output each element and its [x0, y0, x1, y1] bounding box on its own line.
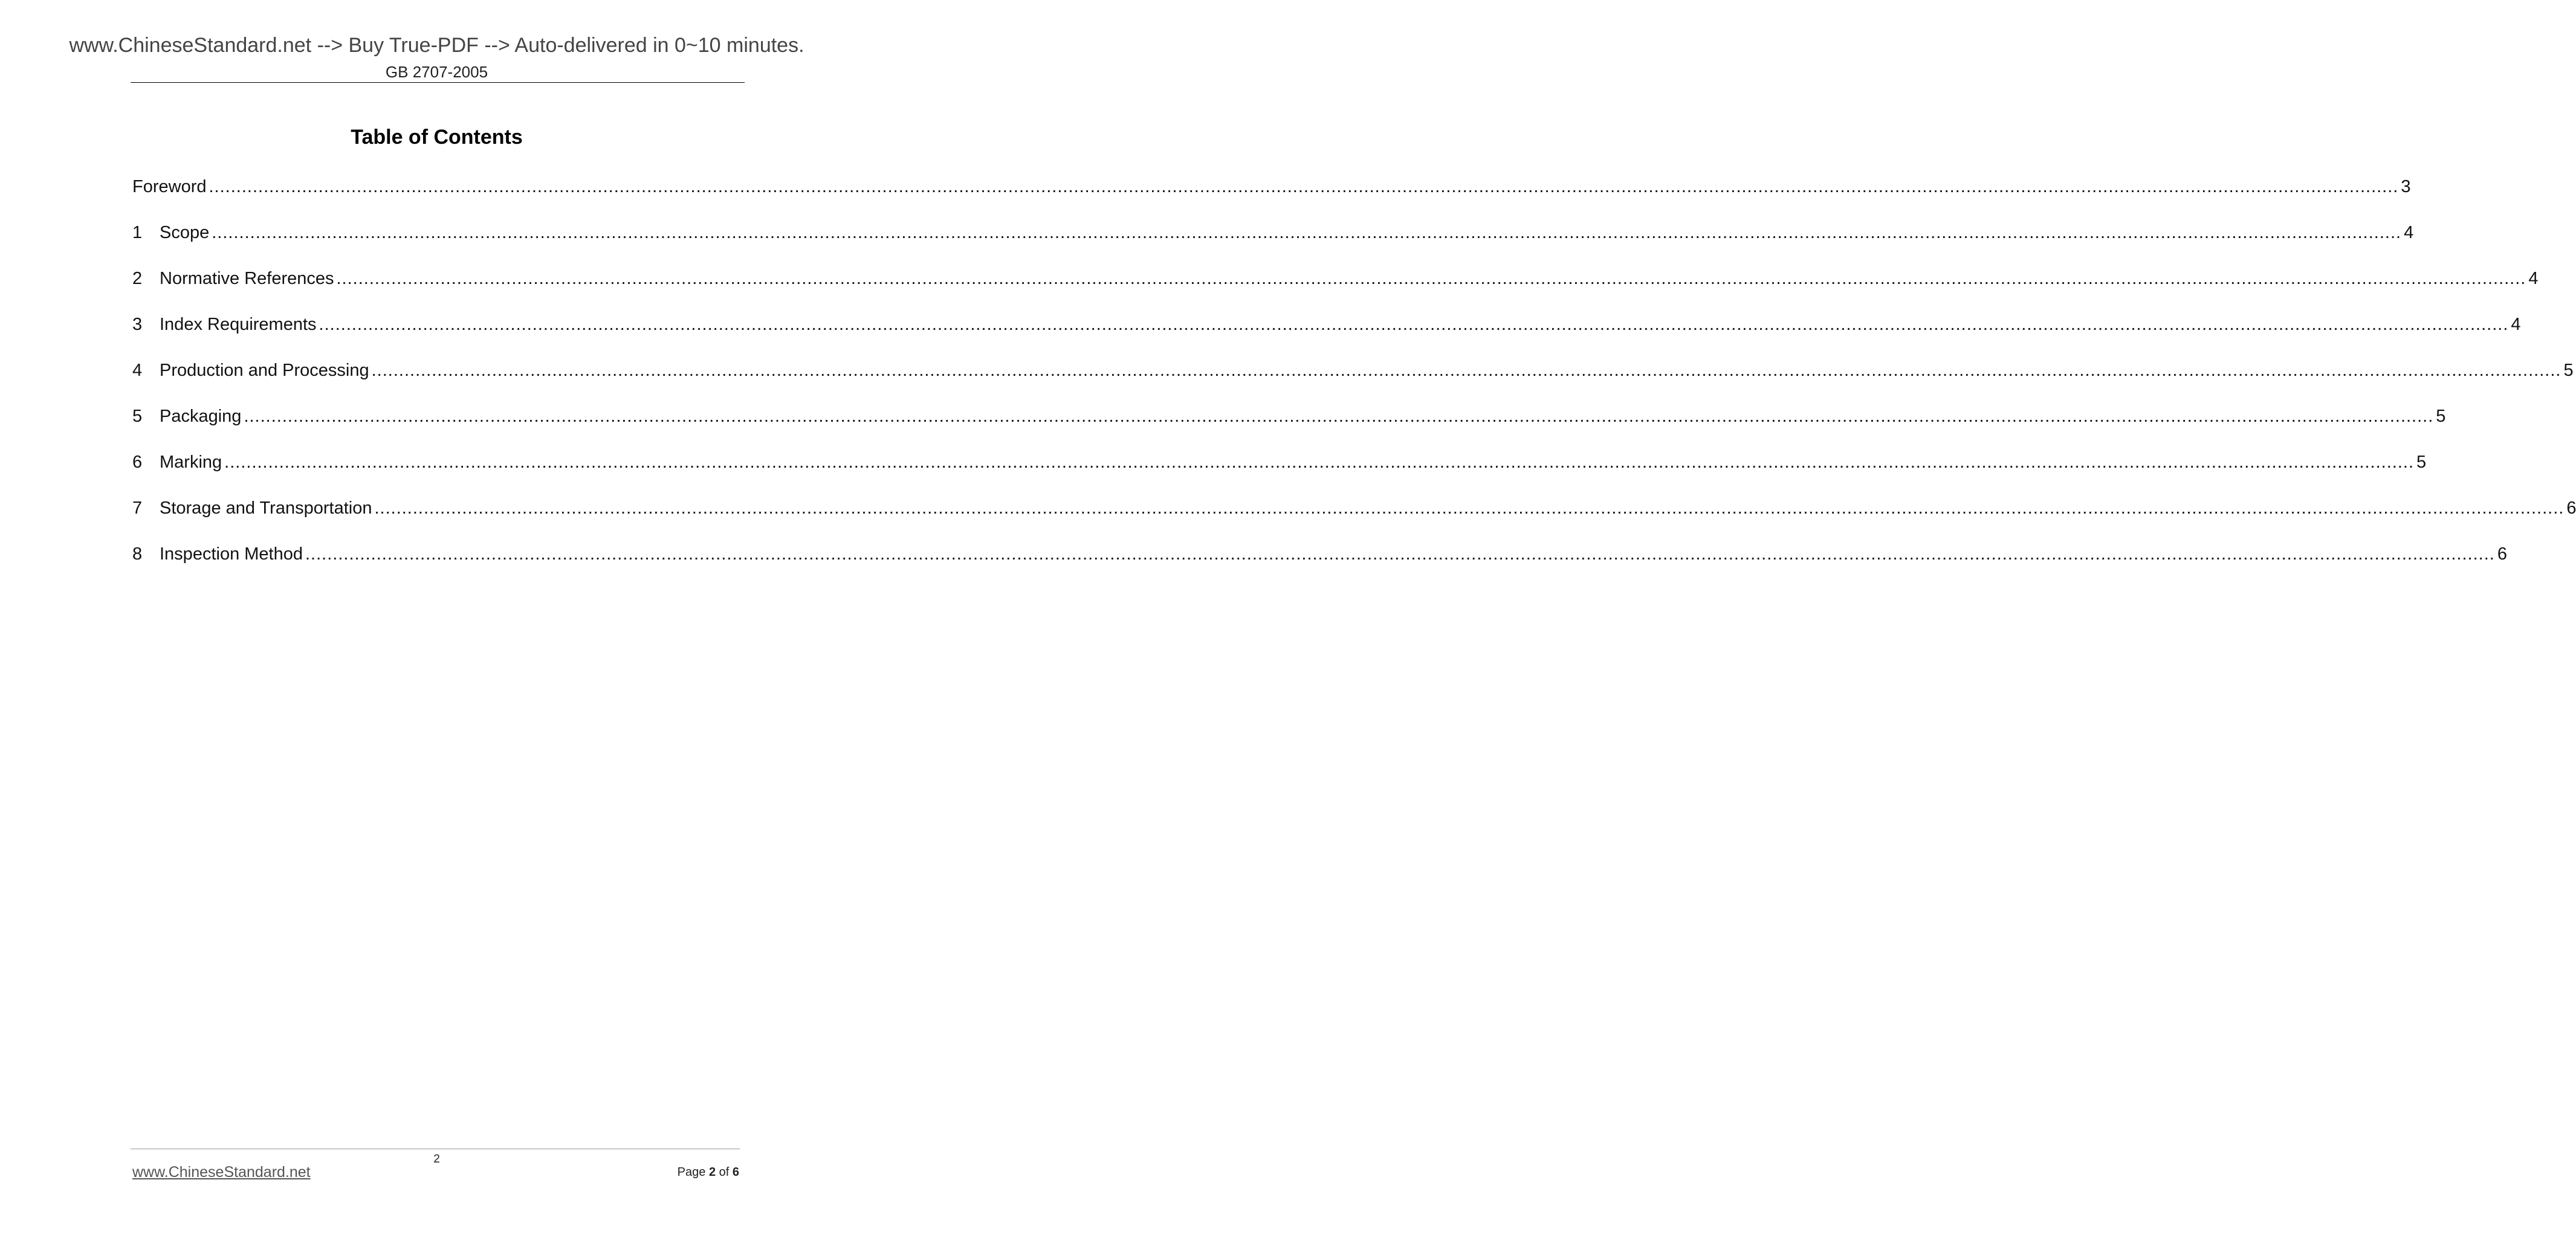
toc-leader-dots: ................................................................................................................................................................................................................................................................................................................................................................................................................ [336, 269, 2526, 288]
toc-leader-dots: ................................................................................................................................................................................................................................................................................................................................................................................................................ [374, 498, 2565, 518]
toc-entry-label: Index Requirements [160, 315, 317, 334]
toc-entry-label: Foreword [132, 177, 207, 196]
toc-leader-dots: ................................................................................................................................................................................................................................................................................................................................................................................................................ [209, 177, 2399, 196]
footer-site-link[interactable]: www.ChineseStandard.net [132, 1164, 311, 1181]
toc-entry-label: Normative References [160, 269, 334, 288]
toc-leader-dots: ................................................................................................................................................................................................................................................................................................................................................................................................................ [305, 544, 2495, 564]
toc-leader-dots: ................................................................................................................................................................................................................................................................................................................................................................................................................ [319, 315, 2509, 334]
toc-entry-number: 7 [132, 498, 143, 518]
footer-page-info [678, 1166, 739, 1179]
toc-entry-index-requirements[interactable] [132, 315, 2521, 361]
toc-entry-storage-and-transportation[interactable] [132, 498, 2576, 544]
toc-list [132, 177, 2576, 590]
toc-entry-packaging[interactable] [132, 407, 2446, 453]
footer-total-pages: 6 [732, 1166, 739, 1179]
footer-of-word: of [719, 1166, 730, 1179]
toc-entry-label: Storage and Transportation [160, 498, 372, 518]
toc-entry-production-and-processing[interactable] [132, 361, 2574, 407]
toc-entry-page: 5 [2563, 361, 2574, 380]
toc-entry-foreword[interactable] [132, 177, 2411, 223]
toc-entry-number: 6 [132, 453, 143, 472]
toc-entry-label: Inspection Method [160, 544, 303, 564]
toc-entry-page: 3 [2401, 177, 2411, 196]
toc-entry-scope[interactable] [132, 223, 2414, 269]
toc-entry-marking[interactable] [132, 453, 2427, 498]
toc-entry-number: 1 [132, 223, 143, 242]
toc-entry-page: 5 [2436, 407, 2446, 426]
toc-entry-label: Production and Processing [160, 361, 369, 380]
toc-entry-label: Scope [160, 223, 210, 242]
toc-leader-dots: ................................................................................................................................................................................................................................................................................................................................................................................................................ [371, 361, 2561, 380]
toc-entry-number: 8 [132, 544, 143, 564]
top-banner: www.ChineseStandard.net --> Buy True-PDF --> Auto-delivered in 0~10 minutes. [69, 34, 804, 57]
toc-entry-label: Packaging [160, 407, 242, 426]
toc-leader-dots: ................................................................................................................................................................................................................................................................................................................................................................................................................ [212, 223, 2402, 242]
toc-entry-page: 6 [2566, 498, 2576, 518]
footer-page-word: Page [677, 1166, 706, 1179]
footer-page-number: 2 [433, 1153, 440, 1166]
toc-leader-dots: ................................................................................................................................................................................................................................................................................................................................................................................................................ [244, 407, 2434, 426]
toc-entry-number: 3 [132, 315, 143, 334]
footer-current-page: 2 [708, 1166, 716, 1179]
toc-entry-number: 2 [132, 269, 143, 288]
toc-title: Table of Contents [351, 126, 523, 149]
toc-entry-inspection-method[interactable] [132, 544, 2507, 590]
header-rule [131, 82, 745, 83]
toc-entry-normative-references[interactable] [132, 269, 2539, 315]
document-code: GB 2707-2005 [385, 63, 488, 81]
toc-entry-number: 5 [132, 407, 143, 426]
toc-entry-page: 4 [2511, 315, 2521, 334]
toc-entry-page: 4 [2404, 223, 2414, 242]
toc-entry-label: Marking [160, 453, 222, 472]
toc-entry-page: 4 [2528, 269, 2539, 288]
toc-entry-page: 5 [2416, 453, 2427, 472]
toc-leader-dots: ................................................................................................................................................................................................................................................................................................................................................................................................................ [224, 453, 2415, 472]
toc-entry-number: 4 [132, 361, 143, 380]
toc-entry-page: 6 [2497, 544, 2507, 564]
